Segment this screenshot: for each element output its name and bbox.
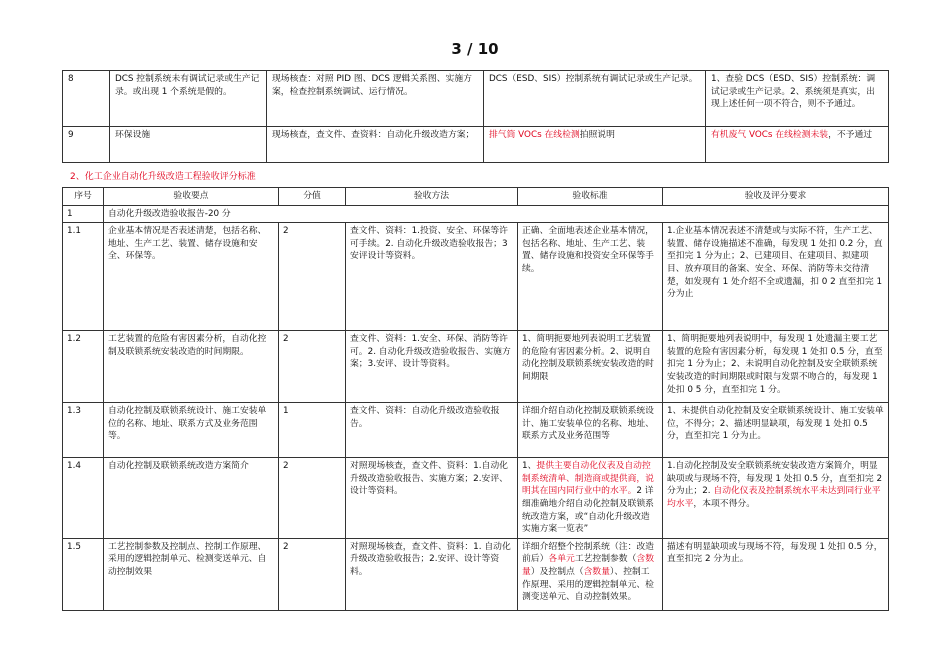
check-point: 工艺控制参数及控制点、控制工作原理、采用的逻辑控制单元、检测变送单元、自动控制效果 (104, 538, 279, 610)
group-number: 1 (63, 205, 104, 223)
check-point: 自动化控制及联锁系统改造方案简介 (104, 458, 279, 539)
red-text: 有机废气 VOCs 在线检测未装 (711, 130, 829, 140)
table-row (63, 538, 889, 610)
check-standard (518, 458, 663, 539)
header-requirement: 验收及评分要求 (663, 188, 889, 206)
table-header-row (63, 188, 889, 206)
row-number: 1.2 (63, 331, 104, 403)
header-no: 序号 (63, 188, 104, 206)
header-point: 验收要点 (104, 188, 279, 206)
header-standard: 验收标准 (518, 188, 663, 206)
inspection-requirement: 1、查验 DCS（ESD、SIS）控制系统：调试记录或生产记录。2、系统须是真实，出现上述任何一项不符合，则不予通过。 (706, 71, 889, 127)
inspection-item: 环保设施 (110, 127, 267, 163)
row-number: 9 (63, 127, 110, 163)
row-number: 1.3 (63, 403, 104, 458)
inspection-item: DCS 控制系统未有调试记录或生产记录。或出现 1 个系统是假的。 (110, 71, 267, 127)
group-title: 自动化升级改造验收报告-20 分 (104, 205, 889, 223)
score: 2 (279, 331, 346, 403)
score: 1 (279, 403, 346, 458)
table-row (63, 458, 889, 539)
check-point: 工艺装置的危险有害因素分析，自动化控制及联锁系统安装改造的时间期限。 (104, 331, 279, 403)
row-number: 1.1 (63, 223, 104, 331)
plain-text: 1、 (522, 461, 537, 472)
inspection-requirement (706, 127, 889, 163)
score: 2 (279, 538, 346, 610)
plain-text: ，本项不得分。 (693, 498, 755, 509)
check-standard: 1、简明扼要地列表说明工艺装置的危险有害因素分析。2、说明自动化控制及联锁系统安装改造的时间期限 (518, 331, 663, 403)
row-number: 1.5 (63, 538, 104, 610)
inspection-standard (484, 127, 706, 163)
row-number: 8 (63, 71, 110, 127)
scoring-requirement: 1、简明扼要地列表说明中，每发现 1 处遗漏主要工艺装置的危险有害因素分析，每发现 1 处扣 0.5 分，直至扣完 1 分为止；2、未说明自动化控制及安全联锁系统安装改造的时间期限或时限与发票不吻合的，每发现 1 处扣 0 5 分，直至扣完 1 分。 (663, 331, 889, 403)
check-method: 查文件、资料：自动化升级改造验收报告。 (346, 403, 518, 458)
inspection-method: 现场核查：对照 PID 图、DCS 逻辑关系图、实施方案，检查控制系统调试、运行情况。 (267, 71, 484, 127)
header-method: 验收方法 (346, 188, 518, 206)
check-standard: 正确、全面地表述企业基本情况，包括名称、地址、生产工艺、装置、储存设施和投资安全环保等手续。 (518, 223, 663, 331)
header-score: 分值 (279, 188, 346, 206)
scoring-requirement: 描述有明显缺项或与现场不符，每发现 1 处扣 0.5 分，直至扣完 2 分为止。 (663, 538, 889, 610)
plain-text: 1.自动化控制及安全联锁系统安装改造方案简介，明显缺项或与现场不符，每发现 1 处扣 0.5 分，直至扣完 2 分为止；2. (667, 461, 883, 497)
section-title: 2、化工企业自动化升级改造工程验收评分标准 (70, 172, 256, 182)
check-method: 对照现场核查，查文件、资料：1. 自动化升级改造验收报告；2.安评、设计等资料。 (346, 538, 518, 610)
inspection-standard: DCS（ESD、SIS）控制系统有调试记录或生产记录。 (484, 71, 706, 127)
red-text: 含数量 (522, 554, 655, 577)
table-row (63, 331, 889, 403)
page-number: 3 / 10 (451, 40, 499, 58)
check-method: 查文件、资料：1.安全、环保、消防等许可。2. 自动化升级改造验收报告、实施方案；3.安评、设计等资料。 (346, 331, 518, 403)
plain-text: ，不予通过 (828, 130, 873, 140)
red-text: 自动化仪表及控制系统水平未达到同行业平均水平 (667, 486, 881, 509)
plain-text: ）及控制点（ (530, 566, 584, 577)
row-number: 1.4 (63, 458, 104, 539)
check-method: 查文件、资料：1.投资、安全、环保等许可手续。2. 自动化升级改造验收报告；3 安评设计等资料。 (346, 223, 518, 331)
plain-text: 工艺控制参数（ (574, 554, 637, 565)
red-text: 提供主要自动化仪表及自动控制系统清单、制造商或提供商，说明其在国内同行业中的水平。 (522, 461, 654, 497)
table-row (63, 223, 889, 331)
score: 2 (279, 223, 346, 331)
score: 2 (279, 458, 346, 539)
check-standard (518, 538, 663, 610)
scoring-requirement: 1、未提供自动化控制及安全联锁系统设计、施工安装单位，不得分；2、描述明显缺项，每发现 1 处扣 0.5 分，直至扣完 1 分为止。 (663, 403, 889, 458)
table-row (63, 71, 889, 127)
table-row (63, 403, 889, 458)
inspection-method: 现场核查，查文件、查资料：自动化升级改造方案； (267, 127, 484, 163)
scoring-requirement: 1.企业基本情况表述不清楚或与实际不符，生产工艺、装置、储存设施描述不准确，每发现 1 处扣 0.2 分，直至扣完 1 分为止；2、已建项目、在建项目、拟建项目、放弃项目的备案、安全、环保、消防等未交待清楚，如发现有 1 处介绍不全或遗漏，扣 0 2 直至扣完 1 分为止 (663, 223, 889, 331)
plain-text: 拍照说明 (579, 130, 615, 140)
top-table (62, 70, 889, 163)
scoring-table (62, 187, 889, 611)
group-row (63, 205, 889, 223)
red-text: 各单元 (548, 554, 575, 565)
scoring-requirement (663, 458, 889, 539)
table-row (63, 127, 889, 163)
check-point: 自动化控制及联锁系统设计、施工安装单位的名称、地址、联系方式及业务范围等。 (104, 403, 279, 458)
check-point: 企业基本情况是否表述清楚，包括名称、地址、生产工艺、装置、储存设施和安全、环保等。 (104, 223, 279, 331)
plain-text: 2 详细准确地介绍自动化控制及联锁系统改造方案，或“自动化升级改造实施方案一览表” (522, 486, 654, 535)
plain-text: ）、控制工作原理、采用的逻辑控制单元、检测变送单元、自动控制效果。 (522, 566, 654, 603)
check-method: 对照现场核查，查文件、资料：1.自动化升级改造验收报告、实施方案；2.安评、设计等资料。 (346, 458, 518, 539)
red-text: 含数量 (583, 566, 611, 577)
check-standard: 详细介绍自动化控制及联锁系统设计、施工安装单位的名称、地址、联系方式及业务范围等 (518, 403, 663, 458)
red-text: 排气筒 VOCs 在线检测 (489, 130, 580, 140)
plain-text: 详细介绍整个控制系统（注：改造前后） (522, 541, 654, 565)
